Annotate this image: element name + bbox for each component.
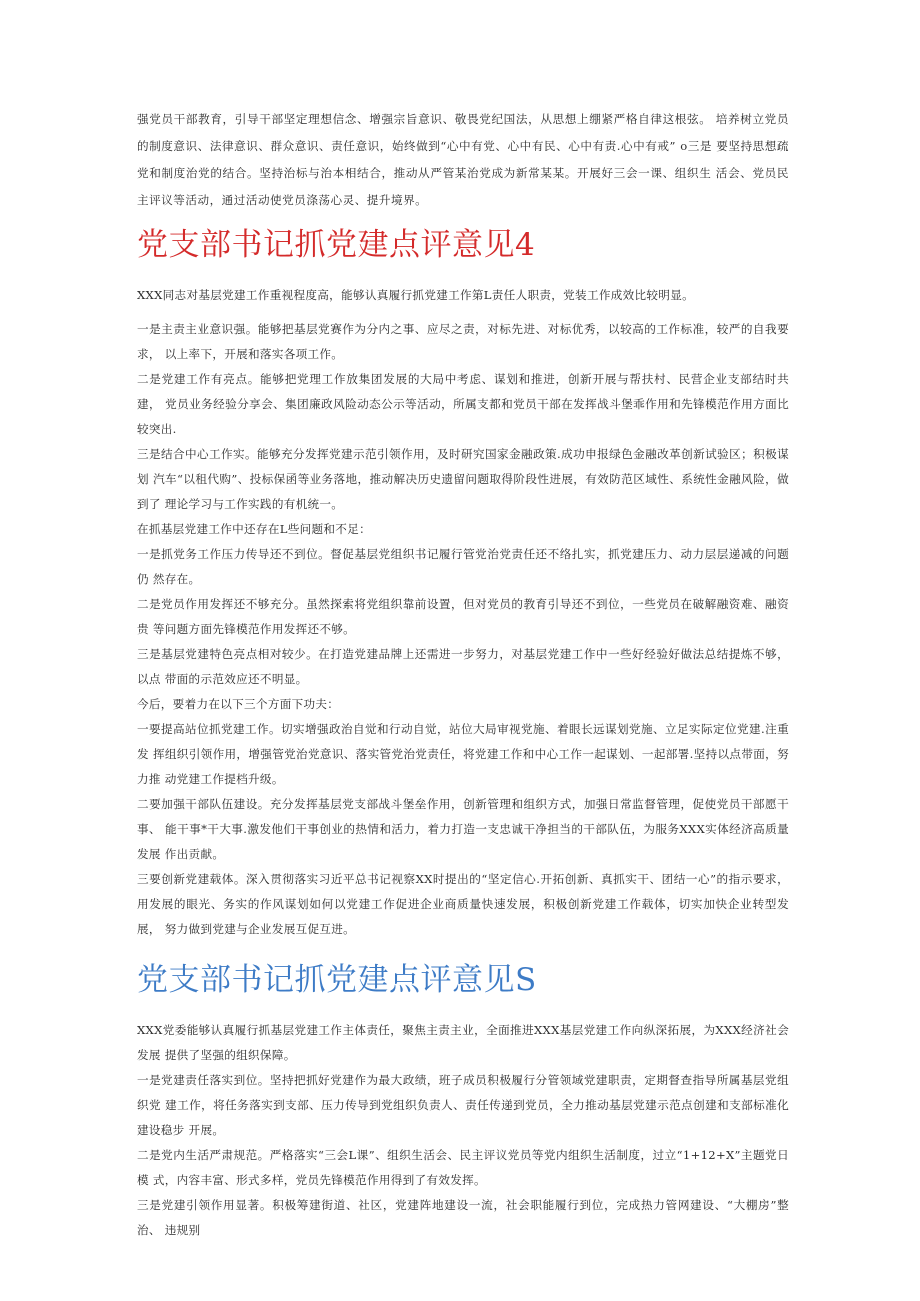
document-page <box>137 106 789 1243</box>
s4-issue-2-paragraph: 二是党员作用发挥还不够充分。虽然探索将党组织靠前设置，但对党员的教育引导还不到位，一些党员在破解融资难、融资贵 等问题方面先锋模范作用发挥还不够。 <box>137 597 789 636</box>
s4-issues-intro-paragraph: 在抓基层党建工作中还存在L些问题和不足： <box>137 522 371 536</box>
s4-plan-3-paragraph: 三要创新党建载体。深入贯彻落实习近平总书记视察XX时提出的“坚定信心.开拓创新、真抓实干、团结一心”的指示要求， 用发展的眼光、务实的作风谋划如何以党建工作促进企业商质量快速发展，积极创新党建工作载体，切实加快企业转型发展， 努力做到党建与企业发展互促互进。 <box>137 872 789 936</box>
s4-strength-3-paragraph: 三是结合中心工作实。能够充分发挥党建示范引领作用，及时研究国家金融政策.成功申报绿色金融改革创新试验区；积极谋划 汽车“以租代购”、投标保函等业务落地，推动解决历史遗留问题取得阶段性进展，有效防范区域性、系统性金融风险，做到了 理论学习与工作实践的有机统一。 <box>137 447 789 511</box>
intro-paragraph: 强党员干部教育，引导干部坚定理想信念、增强宗旨意识、敬畏党纪国法，从思想上绷紧严格自律这根弦。 培养树立党员的制度意识、法律意识、群众意识、责任意识，始终做到“心中有党、心中有民、心中有责.心中有戒” o三是 要坚持思想疏党和制度治党的结合。坚持治标与治本相结合，推动从严管某治党成为新常某某。开展好三会一课、组织生 活会、党员民主评议等活动，通过活动使党员涤荡心灵、提升境界。 <box>137 112 789 207</box>
s4-summary-paragraph: XXX同志对基层党建工作重视程度高，能够认真履行抓党建工作第L责任人职责，党装工作成效比较明显。 <box>137 288 694 302</box>
s4-plan-intro-paragraph: 今后，要着力在以下三个方面下功夫： <box>137 697 340 711</box>
s5-summary-paragraph: XXX党委能够认真履行抓基层党建工作主体责任，聚焦主责主业，全面推进XXX基层党建工作向纵深拓展，为XXX经济社会发展 提供了坚强的组织保障。 <box>137 1023 789 1062</box>
section-5-title: 党支部书记抓党建点评意见S <box>137 962 537 998</box>
s4-plan-1-paragraph: 一要提高站位抓党建工作。切实增强政治自觉和行动自觉，站位大局审视党施、着眼长远谋划党施、立足实际定位党建.注重发 挥组织引领作用，增强管党治党意识、落实管党治党责任，将党建工作和中心工作一起谋划、一起部署.坚持以点带面，努力推 动党建工作提档升级。 <box>137 722 789 786</box>
s5-point-3-paragraph: 三是党建引领作用显著。积极筹建街道、社区，党建阵地建设一流，社会职能履行到位，完成热力管网建设、“大棚房”整治、 违规别 <box>137 1198 789 1237</box>
s5-point-2-paragraph: 二是党内生活严肃规范。严格落实“三会L课”、组织生活会、民主评议党员等党内组织生活制度，过立“1+12+X”主题党日模 式，内容丰富、形式多样，党员先锋模范作用得到了有效发挥。 <box>137 1148 789 1187</box>
s4-issue-3-paragraph: 三是基层党建特色亮点相对较少。在打造党建品牌上还需进一步努力，对基层党建工作中一些好经验好做法总结提炼不够，以点 带面的示范效应还不明显。 <box>137 647 789 686</box>
section-4-title: 党支部书记抓党建点评意见4 <box>137 227 536 263</box>
s4-strength-1-paragraph: 一是主责主业意识强。能够把基层党赛作为分内之事、应尽之责，对标先进、对标优秀，以较高的工作标准，较严的自我要求， 以上率下，开展和落实各项工作。 <box>137 322 789 361</box>
s4-issue-1-paragraph: 一是抓党务工作压力传导还不到位。督促基层党组织书记履行管党治党责任还不络扎实，抓党建压力、动力层层递减的问题仍 然存在。 <box>137 547 789 586</box>
s4-strength-2-paragraph: 二是党建工作有亮点。能够把党理工作放集团发展的大局中考虑、谋划和推进，创新开展与帮扶村、民营企业支部结时共建， 党员业务经验分享会、集团廉政风险动态公示等活动，所属支都和党员干部在发挥战斗堡乖作用和先锋模范作用方面比较突出. <box>137 372 789 436</box>
s4-plan-2-paragraph: 二要加强干部队伍建设。充分发挥基层党支部战斗堡垒作用，创新管理和组织方式，加强日常监督管理，促使党员干部愿干事、 能干事*干大事.激发他们干事创业的热情和活力，着力打造一支忠诚干净担当的干部队伍，为服务XXX实体经济高质量发展 作出贡献。 <box>137 797 789 861</box>
s5-point-1-paragraph: 一是党建责任落实到位。坚持把抓好党建作为最大政绩，班子成员积极履行分管领域党建职责，定期督查指导所属基层党组织党 建工作，将任务落实到支部、压力传导到党组织负责人、责任传递到党员，全力推动基层党建示范点创建和支部标准化建设稳步 开展。 <box>137 1073 789 1137</box>
